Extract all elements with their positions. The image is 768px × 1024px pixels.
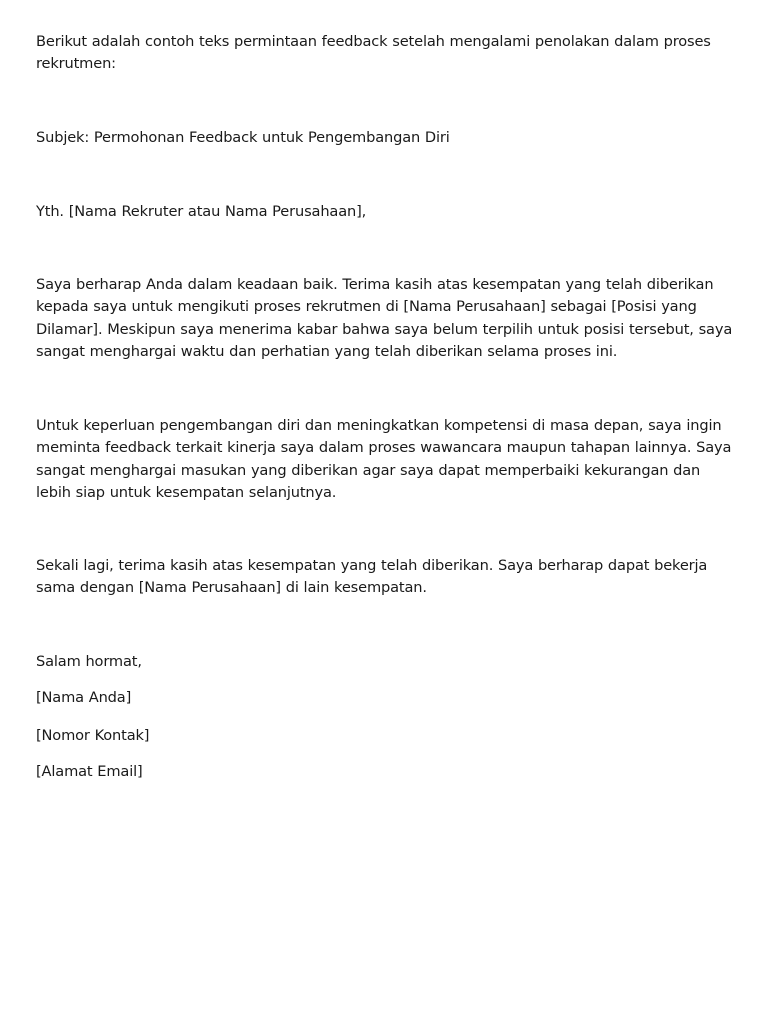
intro-text: Berikut adalah contoh teks permintaan feedback setelah mengalami penolakan dalam proses rekrutmen: <box>36 33 711 73</box>
body-paragraph: Saya berharap Anda dalam keadaan baik. Terima kasih atas kesempatan yang telah diberikan kepada saya untuk mengikuti proses rekrutmen di [Nama Perusahaan] sebagai [Posisi yang Dilamar]. Meskipun saya menerima kabar bahwa saya belum terpilih untuk posisi tersebut, saya sangat menghargai waktu dan perhatian yang telah diberikan selama proses ini. <box>36 276 733 361</box>
signature-contact: [Nomor Kontak] <box>36 727 150 744</box>
signature-email: [Alamat Email] <box>36 763 143 780</box>
signature-name: [Nama Anda] <box>36 689 132 706</box>
salutation: Yth. [Nama Rekruter atau Nama Perusahaan], <box>36 203 367 220</box>
body-paragraph: Sekali lagi, terima kasih atas kesempatan yang telah diberikan. Saya berharap dapat bekerja sama dengan [Nama Perusahaan] di lain kesempatan. <box>36 557 708 597</box>
email-subject: Subjek: Permohonan Feedback untuk Pengembangan Diri <box>36 129 450 146</box>
body-paragraph: Untuk keperluan pengembangan diri dan meningkatkan kompetensi di masa depan, saya ingin meminta feedback terkait kinerja saya dalam proses wawancara maupun tahapan lainnya. Saya sangat menghargai masukan yang diberikan agar saya dapat memperbaiki kekurangan dan lebih siap untuk kesempatan selanjutnya. <box>36 417 732 502</box>
closing-line: Salam hormat, <box>36 653 142 670</box>
